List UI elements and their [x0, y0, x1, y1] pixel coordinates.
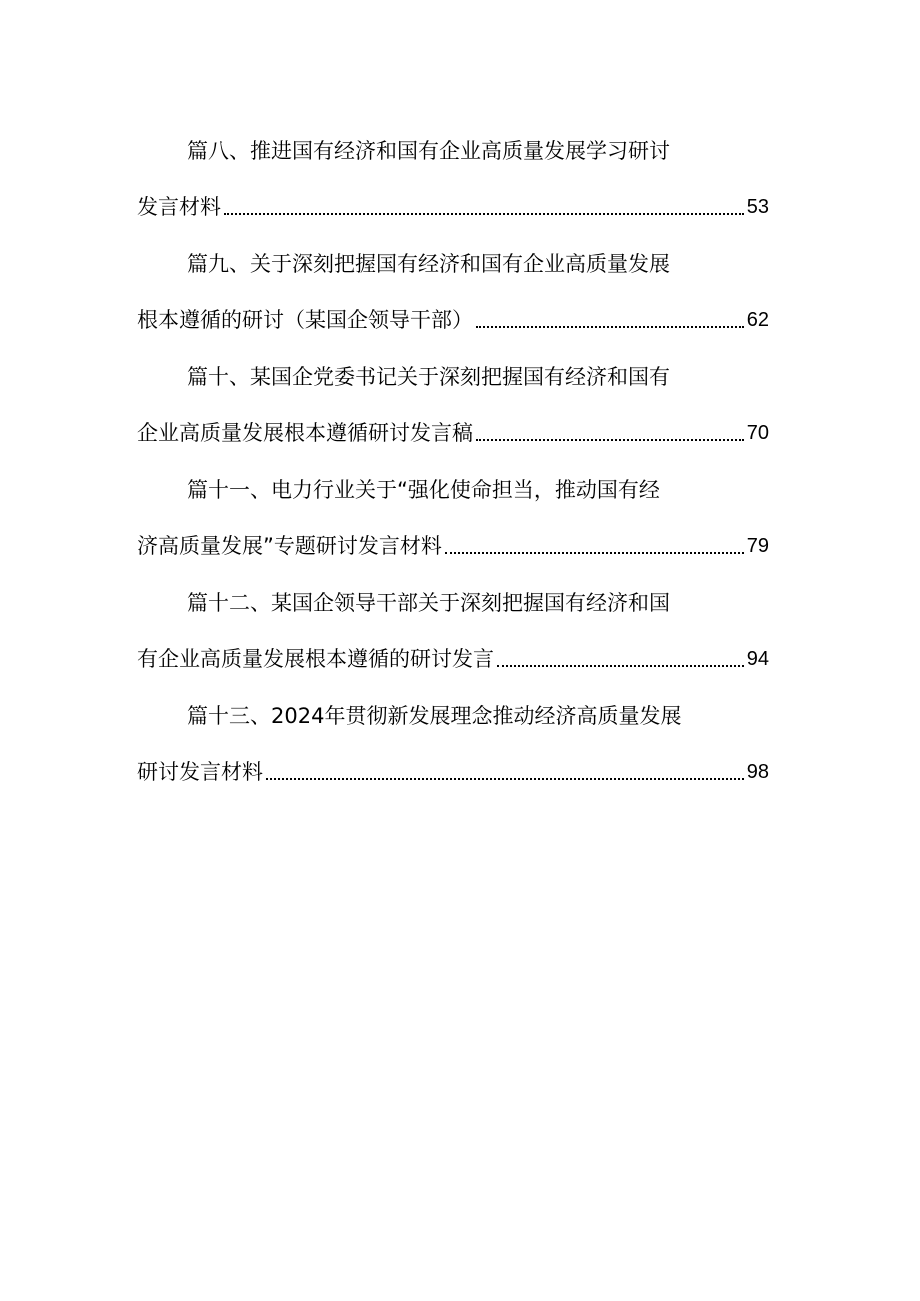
dot-leader — [266, 778, 744, 780]
toc-entry-title-continued: 发言材料 — [137, 195, 221, 219]
toc-entry-title-continued: 企业高质量发展根本遵循研讨发言稿 — [137, 421, 473, 445]
toc-page-number: 79 — [746, 535, 769, 557]
toc-entry-continuation[interactable] — [137, 305, 769, 335]
toc-entry-title: 篇十、某国企党委书记关于深刻把握国有经济和国有 — [187, 365, 670, 389]
toc-entry-continuation[interactable] — [137, 192, 769, 222]
toc-entry-title-continued: 济高质量发展”专题研讨发言材料 — [137, 534, 442, 558]
toc-entry-continuation[interactable] — [137, 418, 769, 448]
dot-leader — [497, 665, 744, 667]
toc-page-number: 62 — [746, 309, 769, 331]
toc-entry-continuation[interactable] — [137, 757, 769, 787]
toc-entry-title: 篇十三、2024年贯彻新发展理念推动经济高质量发展 — [187, 704, 682, 728]
toc-entry-title-continued: 有企业高质量发展根本遵循的研讨发言 — [137, 647, 494, 671]
toc-page-number: 94 — [746, 648, 769, 670]
dot-leader — [224, 213, 744, 215]
toc-page-number: 98 — [746, 761, 769, 783]
toc-page-number: 70 — [746, 422, 769, 444]
toc-entry-title: 篇十二、某国企领导干部关于深刻把握国有经济和国 — [187, 591, 670, 615]
toc-entry-continuation[interactable] — [137, 531, 769, 561]
toc-entry-title: 篇十一、电力行业关于“强化使命担当，推动国有经 — [187, 478, 660, 502]
toc-entry-continuation[interactable] — [137, 644, 769, 674]
toc-entry-title-continued: 研讨发言材料 — [137, 760, 263, 784]
dot-leader — [445, 552, 744, 554]
dot-leader — [476, 326, 744, 328]
toc-page-number: 53 — [746, 196, 769, 218]
toc-entry-title: 篇八、推进国有经济和国有企业高质量发展学习研讨 — [187, 139, 670, 163]
dot-leader — [476, 439, 744, 441]
toc-entry-title-continued: 根本遵循的研讨（某国企领导干部） — [137, 308, 473, 332]
toc-entry-title: 篇九、关于深刻把握国有经济和国有企业高质量发展 — [187, 252, 670, 276]
